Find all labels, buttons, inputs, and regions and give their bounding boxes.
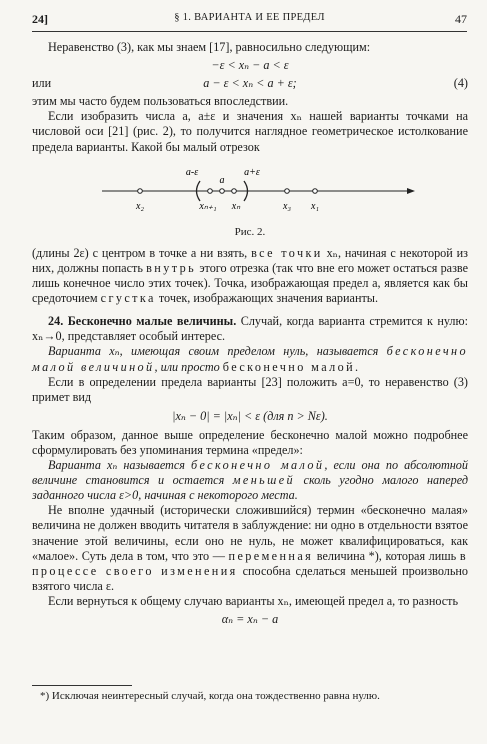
paragraph-8: Если вернуться к общему случаю варианты xₙ, имеющей предел a, то разность bbox=[48, 593, 459, 608]
footnote: *) Исключая неинтересный случай, когда она тождественно равна нулю. bbox=[40, 690, 380, 702]
equation-4 bbox=[32, 76, 468, 91]
def1-part-c: . bbox=[355, 359, 359, 374]
section-24 bbox=[32, 314, 468, 344]
figure-caption: Рис. 2. bbox=[234, 225, 266, 238]
p4-part-a: (длины 2ε) с центром в точке a ни взять, bbox=[32, 245, 252, 260]
def1-spaced-2: бесконечно малой bbox=[222, 359, 356, 374]
paragraph-5: Если в определении предела варианты [23] положить a=0, то неравенство (3) примет вид bbox=[32, 374, 468, 404]
point-x1 bbox=[313, 188, 318, 193]
definition-2 bbox=[32, 458, 468, 503]
page-number: 47 bbox=[455, 12, 467, 26]
p7-spaced-2: в процессе своего изменения bbox=[32, 548, 468, 578]
p7-spaced-1: переменная bbox=[228, 548, 314, 563]
label-a-minus-eps: a-ε bbox=[185, 166, 199, 178]
axis-arrow bbox=[407, 188, 415, 194]
p7-part-c: способна сделаться меньшей произвольно взятого числа ε. bbox=[32, 563, 469, 593]
equation-alpha: αₙ = xₙ − a bbox=[221, 612, 279, 626]
figure-number-line bbox=[32, 161, 468, 219]
p7-part-a: Не вполне удачный (исторически сложившийся) термин «бесконечно малая» величина не должен вводить читателя в заблуждение: ни одно в отдельности взятое значение этой величины, если оно не нуль, не может квалифицироваться, как «малое». Суть дела в том, что это — bbox=[32, 503, 468, 563]
point-xn bbox=[232, 188, 237, 193]
p4-part-b: xₙ, начиная с некоторой из них, должны попасть bbox=[32, 245, 468, 275]
p4-part-c: этого отрезка (так что вне его может остаться разве лишь конечное число этих точек). Точка, изображающая предел a, является как бы средоточием bbox=[32, 260, 469, 306]
def2-spaced-1: бесконечно малой bbox=[191, 458, 325, 473]
equation-4-number: (4) bbox=[453, 76, 468, 91]
p4-spaced-3: сгустка bbox=[100, 291, 156, 306]
def1-part-a: Варианта xₙ, имеющая своим пределом нуль, называется bbox=[48, 344, 387, 359]
p7-part-b: величина *), которая лишь bbox=[313, 548, 460, 563]
def2-part-a: Варианта xₙ называется bbox=[48, 458, 191, 473]
def1-part-b: , или просто bbox=[154, 359, 223, 374]
paragraph-2: этим мы часто будем пользоваться впоследствии. bbox=[32, 94, 289, 109]
label-x1: x₁ bbox=[311, 200, 319, 212]
running-header bbox=[32, 12, 467, 28]
def2-spaced-2: меньшей bbox=[232, 473, 296, 488]
section-number: 24] bbox=[32, 12, 48, 26]
p4-spaced-1: все точки bbox=[251, 245, 323, 260]
p4-spaced-2: внутрь bbox=[146, 260, 197, 275]
page-body bbox=[32, 40, 468, 630]
paragraph-3: Если изобразить числа a, a±ε и значения xₙ нашей варианты точками на числовой оси [21] (рис. 2), то получится наглядное геометрическое истолкование предела варианты. Какой бы малый отрезок bbox=[32, 109, 468, 154]
label-a-plus-eps: a+ε bbox=[244, 166, 260, 178]
footnote-rule bbox=[32, 685, 132, 686]
equation-3: |xₙ − 0| = |xₙ| < ε (для n > Nε). bbox=[172, 408, 328, 423]
p4-part-d: точек, изображающих значения варианты. bbox=[155, 291, 379, 306]
paragraph-1: Неравенство (3), как мы знаем [17], равносильно следующим: bbox=[48, 40, 371, 54]
equation-1: −ε < xₙ − a < ε bbox=[211, 58, 289, 73]
or-label: или bbox=[32, 76, 52, 91]
label-x2: x₂ bbox=[136, 200, 144, 212]
section-24-heading: 24. Бесконечно малые величины. bbox=[48, 314, 237, 329]
def2-part-b: , если она по абсолютной величине становится и остается bbox=[32, 458, 468, 488]
label-xn: xₙ bbox=[231, 200, 241, 212]
running-title: § 1. ВАРИАНТА И ЕЕ ПРЕДЕЛ bbox=[174, 12, 325, 23]
header-rule bbox=[32, 31, 467, 32]
point-x2 bbox=[138, 188, 143, 193]
definition-1 bbox=[32, 344, 468, 374]
label-x3: x₃ bbox=[283, 200, 291, 212]
point-a bbox=[220, 188, 225, 193]
point-xn1 bbox=[208, 188, 213, 193]
equation-4-body: a − ε < xₙ < a + ε; bbox=[203, 76, 297, 91]
paragraph-4 bbox=[32, 246, 468, 306]
def1-spaced: бесконечно малой величиной bbox=[32, 344, 468, 374]
point-x3 bbox=[285, 188, 290, 193]
label-a: a bbox=[219, 174, 225, 186]
def2-part-c: сколь угодно малого наперед заданного числа ε>0, начиная с некоторого места. bbox=[32, 473, 468, 503]
label-xn1: xₙ₊₁ bbox=[199, 200, 217, 212]
paragraph-6: Таким образом, данное выше определение бесконечно малой можно подробнее сформулировать без упоминания термина «предел»: bbox=[32, 427, 468, 457]
paragraph-7 bbox=[32, 503, 468, 594]
section-24-text: Случай, когда варианта стремится к нулю: xₙ→0, представляет особый интерес. bbox=[32, 314, 468, 344]
